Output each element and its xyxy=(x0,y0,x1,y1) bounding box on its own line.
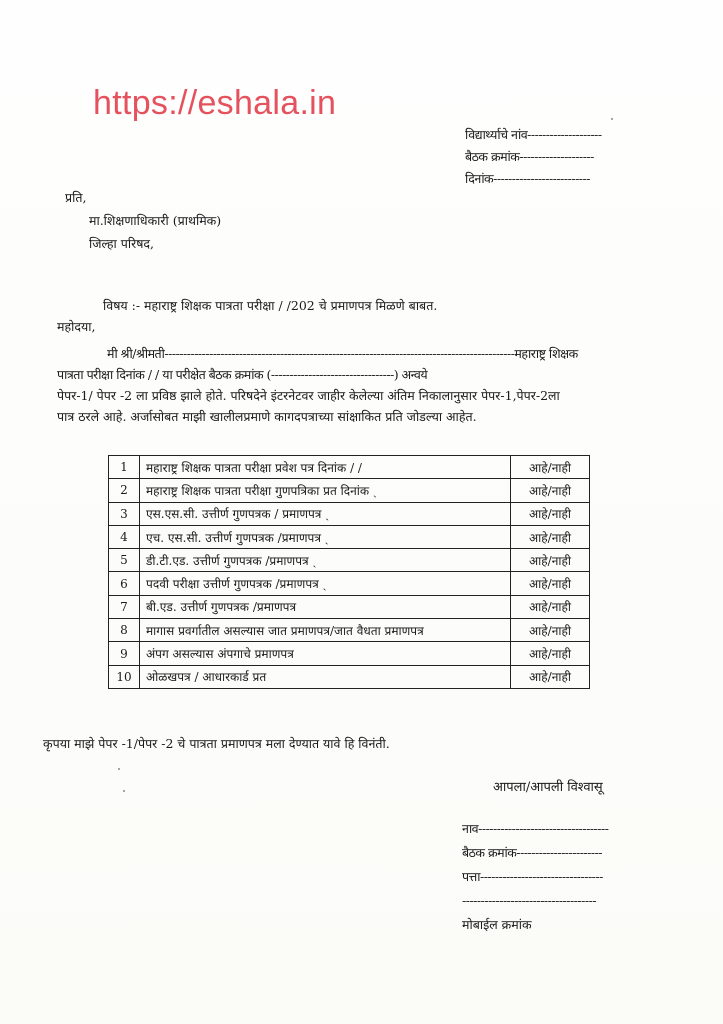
document-description: एच. एस.सी. उत्तीर्ण गुणपत्रक /प्रमाणपत्र ˎ xyxy=(140,525,511,548)
availability-status: आहे/नाही xyxy=(511,525,590,548)
addressee-prefix: प्रति, xyxy=(65,190,87,205)
table-row xyxy=(109,642,590,665)
row-number: 10 xyxy=(109,665,140,688)
table-row xyxy=(109,595,590,618)
availability-status: आहे/नाही xyxy=(511,549,590,572)
table-row xyxy=(109,479,590,502)
availability-status: आहे/नाही xyxy=(511,619,590,642)
row-number: 1 xyxy=(109,456,140,479)
signature-fields xyxy=(462,817,608,937)
scan-speck xyxy=(123,790,125,792)
documents-checklist-table xyxy=(108,455,590,689)
body-line: पात्र ठरले आहे. अर्जासोबत माझी खालीलप्रमाणे कागदपत्राच्या सांक्षाकित प्रति जोडल्या आहेत. xyxy=(57,409,477,424)
row-number: 6 xyxy=(109,572,140,595)
row-number: 2 xyxy=(109,479,140,502)
row-number: 3 xyxy=(109,502,140,525)
row-number: 8 xyxy=(109,619,140,642)
availability-status: आहे/नाही xyxy=(511,502,590,525)
document-description: ओळखपत्र / आधारकार्ड प्रत xyxy=(140,665,511,688)
watermark-url[interactable]: https://eshala.in xyxy=(93,84,337,122)
table-row xyxy=(109,456,590,479)
row-number: 7 xyxy=(109,595,140,618)
table-row xyxy=(109,619,590,642)
name-field: नाव----------------------------------- xyxy=(462,821,609,836)
table-row xyxy=(109,572,590,595)
table-row xyxy=(109,502,590,525)
letter-subject: विषय :- महाराष्ट्र शिक्षक पात्रता परीक्षा / /202 चे प्रमाणपत्र मिळणे बाबत. xyxy=(103,298,438,313)
table-row xyxy=(109,665,590,688)
document-description: बी.एड. उत्तीर्ण गुणपत्रक /प्रमाणपत्र xyxy=(140,595,511,618)
salutation: महोदया, xyxy=(57,319,96,334)
row-number: 5 xyxy=(109,549,140,572)
document-description: महाराष्ट्र शिक्षक पात्रता परीक्षा प्रवेश पत्र दिनांक / / xyxy=(140,456,511,479)
seat-number-field: बैठक क्रमांक-------------------- xyxy=(465,149,594,164)
address-continuation-field: ------------------------------------ xyxy=(462,893,597,908)
availability-status: आहे/नाही xyxy=(511,595,590,618)
document-description: पदवी परीक्षा उत्तीर्ण गुणपत्रक /प्रमाणपत्र ˎ xyxy=(140,572,511,595)
document-description: मागास प्रवर्गातील असल्यास जात प्रमाणपत्र/जात वैधता प्रमाणपत्र xyxy=(140,619,511,642)
student-name-field: विद्यार्थ्याचे नांव-------------------- xyxy=(465,127,602,142)
document-description: महाराष्ट्र शिक्षक पात्रता परीक्षा गुणपत्रिका प्रत दिनांक ˎ xyxy=(140,479,511,502)
request-statement: कृपया माझे पेपर -1/पेपर -2 चे पात्रता प्रमाणपत्र मला देण्यात यावे हि विनंती. xyxy=(43,736,390,751)
student-info-fields xyxy=(465,124,602,190)
body-line: पेपर-1/ पेपर -2 ला प्रविष्ठ झाले होते. परिषदेने इंटरनेटवर जाहीर केलेल्या अंतिम निकालानुसार पेपर-1,पेपर-2ला xyxy=(57,388,560,403)
body-line: मी श्री/श्रीमती----------------------------------------------------------------------------------------------महाराष्ट्र शिक्षक xyxy=(107,346,578,361)
letter-body xyxy=(57,343,627,427)
document-description: एस.एस.सी. उत्तीर्ण गुणपत्रक / प्रमाणपत्र ˎ xyxy=(140,502,511,525)
scan-speck xyxy=(118,768,120,770)
row-number: 9 xyxy=(109,642,140,665)
availability-status: आहे/नाही xyxy=(511,479,590,502)
document-description: डी.टी.एड. उत्तीर्ण गुणपत्रक /प्रमाणपत्र ˎ xyxy=(140,549,511,572)
availability-status: आहे/नाही xyxy=(511,665,590,688)
body-line: पात्रता परीक्षा दिनांक / / या परीक्षेत बैठक क्रमांक (---------------------------------) अन्वये xyxy=(57,367,428,382)
availability-status: आहे/नाही xyxy=(511,572,590,595)
availability-status: आहे/नाही xyxy=(511,642,590,665)
mobile-number-field: मोबाईल क्रमांक xyxy=(462,917,532,932)
row-number: 4 xyxy=(109,525,140,548)
address-field: पत्ता--------------------------------- xyxy=(462,869,603,884)
table-row xyxy=(109,549,590,572)
document-description: अंपग असल्यास अंपगाचे प्रमाणपत्र xyxy=(140,642,511,665)
seat-number-field: बैठक क्रमांक----------------------- xyxy=(462,845,603,860)
availability-status: आहे/नाही xyxy=(511,456,590,479)
addressee-district: जिल्हा परिषद, xyxy=(89,236,155,251)
addressee-block xyxy=(65,186,221,255)
closing-phrase: आपला/आपली विश्वासू xyxy=(493,780,603,795)
table-row xyxy=(109,525,590,548)
addressee-office: मा.शिक्षणाधिकारी (प्राथमिक) xyxy=(89,213,222,228)
date-field: दिनांक-------------------------- xyxy=(465,171,590,186)
scan-speck xyxy=(611,118,613,120)
